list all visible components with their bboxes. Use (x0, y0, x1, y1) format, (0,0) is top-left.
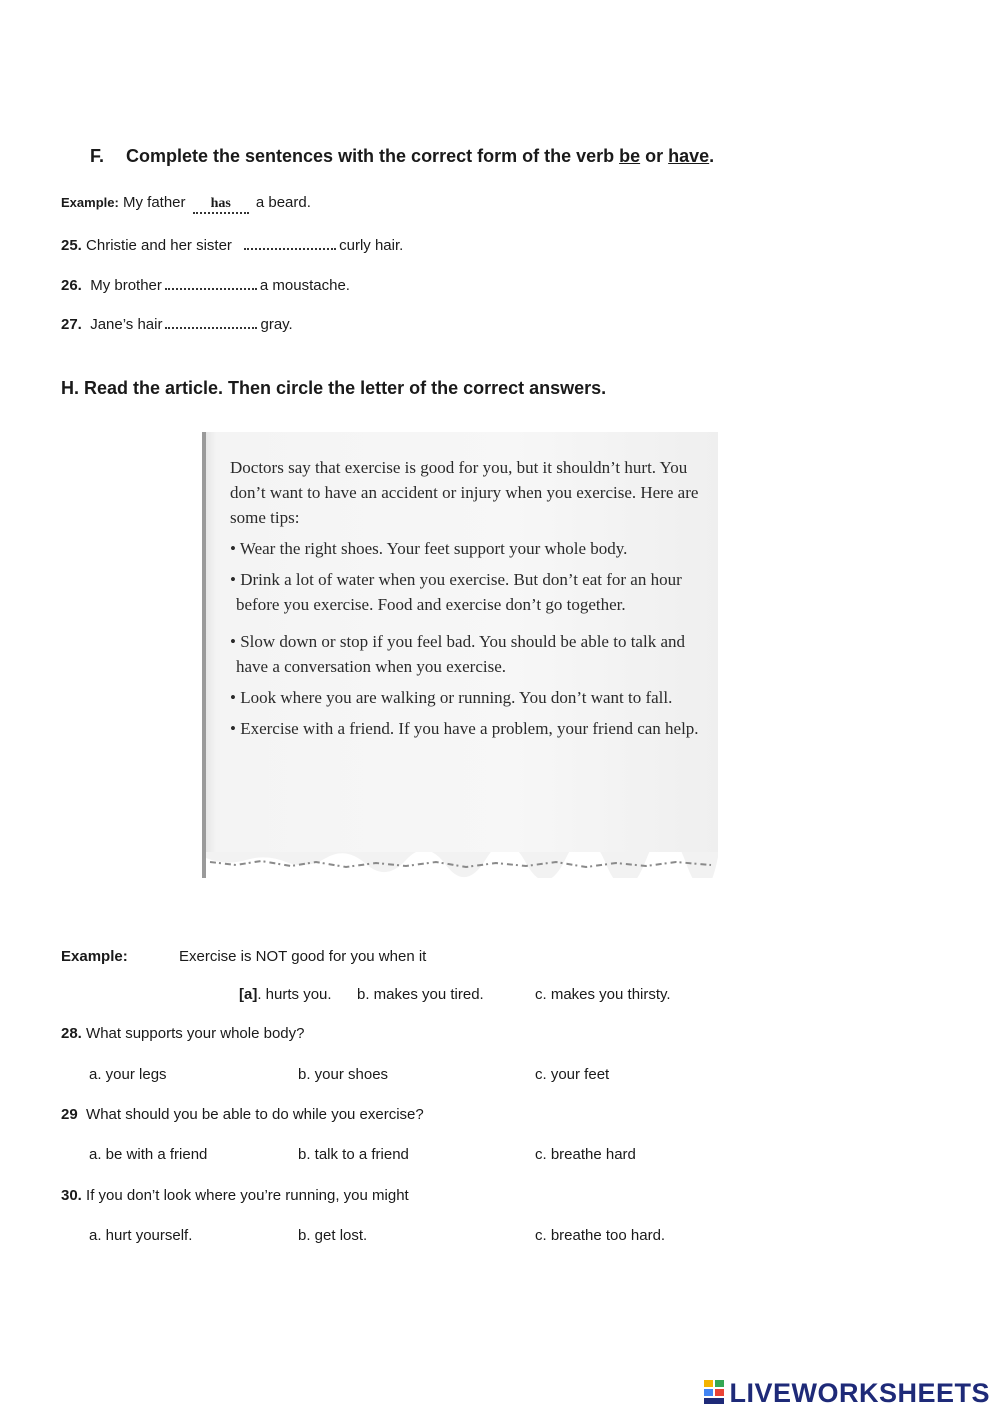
example-label: Example: (61, 948, 128, 965)
question-29 (61, 1106, 424, 1123)
or-text: or (640, 146, 669, 166)
article-tip (230, 536, 710, 561)
item-number: 26. (61, 277, 82, 294)
q28-option-c[interactable]: c. your feet (535, 1066, 610, 1083)
tip-text: Wear the right shoes. Your feet support your whole body. (239, 539, 628, 558)
article-box (202, 432, 718, 878)
bullet-icon: • (230, 570, 236, 589)
f-example (61, 194, 311, 214)
f-item-25 (61, 234, 403, 254)
example-label: Example: (61, 195, 119, 210)
article-tip (230, 629, 710, 679)
question-28 (61, 1025, 304, 1042)
h-example-label (61, 948, 128, 965)
question-number: 28. (61, 1025, 82, 1042)
example-answer: has (193, 198, 249, 214)
answer-input-26[interactable] (165, 270, 257, 290)
h-example-option-c: c. makes you thirsty. (535, 986, 671, 1003)
f-item-26 (61, 274, 350, 294)
h-example-question: Exercise is NOT good for you when it (179, 948, 427, 965)
verb-be: be (619, 146, 641, 166)
question-30 (61, 1187, 409, 1204)
tip-text: Look where you are walking or running. You don’t want to fall. (240, 688, 673, 707)
article-tip (230, 716, 710, 741)
answer-blank-25[interactable] (244, 234, 336, 250)
item-text-pre: Jane’s hair (90, 316, 163, 333)
answer-blank-26[interactable] (165, 274, 257, 290)
section-h-instruction: H. Read the article. Then circle the letter of the correct answers. (61, 378, 607, 398)
q30-option-b[interactable]: b. get lost. (298, 1227, 368, 1244)
q30-option-c[interactable]: c. breathe too hard. (535, 1227, 666, 1244)
tip-text: Drink a lot of water when you exercise. But don’t eat for an hour before you exercise. Food and exercise don’t go together. (236, 570, 682, 614)
torn-edge-decoration (206, 852, 718, 878)
question-number: 30. (61, 1187, 82, 1204)
bullet-icon: • (230, 539, 236, 558)
bullet-icon: • (230, 719, 236, 738)
item-text-pre: Christie and her sister (86, 237, 232, 254)
h-example-option-a (239, 986, 332, 1003)
verb-have: have (668, 146, 710, 166)
item-text-pre: My brother (90, 277, 162, 294)
circled-answer: [a] (239, 986, 258, 1003)
q29-option-b[interactable]: b. talk to a friend (298, 1146, 409, 1163)
logo-text: LIVEWORKSHEETS (729, 1378, 990, 1408)
tip-text: Exercise with a friend. If you have a problem, your friend can help. (240, 719, 699, 738)
liveworksheets-logo-icon (703, 1379, 725, 1405)
q29-option-c[interactable]: c. breathe hard (535, 1146, 636, 1163)
option-text: . hurts you. (257, 986, 332, 1003)
item-number: 25. (61, 237, 82, 254)
q28-option-a[interactable]: a. your legs (89, 1066, 167, 1083)
bullet-icon: • (230, 632, 236, 651)
q30-option-a[interactable]: a. hurt yourself. (89, 1227, 193, 1244)
period: . (709, 146, 715, 166)
q28-option-b[interactable]: b. your shoes (298, 1066, 389, 1083)
article-text (230, 455, 710, 741)
item-text-post: a moustache. (259, 277, 350, 294)
f-item-27 (61, 313, 293, 333)
section-f-instruction (90, 146, 714, 167)
example-text-pre: My father (122, 194, 186, 211)
example-text-post: a beard. (255, 194, 311, 211)
article-intro: Doctors say that exercise is good for you, but it shouldn’t hurt. You don’t want to have an accident or injury when you exercise. Here are some tips: (230, 458, 699, 527)
section-f-letter: F. (90, 146, 105, 166)
article-tip (230, 685, 710, 710)
item-number: 27. (61, 316, 82, 333)
answer-input-27[interactable] (165, 309, 257, 329)
liveworksheets-logo[interactable] (703, 1378, 990, 1409)
item-text-post: gray. (260, 316, 293, 333)
question-number: 29 (61, 1106, 78, 1123)
q29-option-a[interactable]: a. be with a friend (89, 1146, 208, 1163)
bullet-icon: • (230, 688, 236, 707)
answer-blank-27[interactable] (165, 313, 257, 329)
answer-input-25[interactable] (244, 230, 336, 250)
h-example-option-b: b. makes you tired. (357, 986, 484, 1003)
article-tip (230, 567, 710, 617)
item-text-post: curly hair. (339, 237, 404, 254)
section-f-text: Complete the sentences with the correct form of the verb (126, 146, 620, 166)
tip-text: Slow down or stop if you feel bad. You should be able to talk and have a conversation when you exercise. (236, 632, 685, 676)
question-text: What should you be able to do while you exercise? (86, 1106, 424, 1123)
question-text: What supports your whole body? (86, 1025, 305, 1042)
question-text: If you don’t look where you’re running, you might (86, 1187, 409, 1204)
